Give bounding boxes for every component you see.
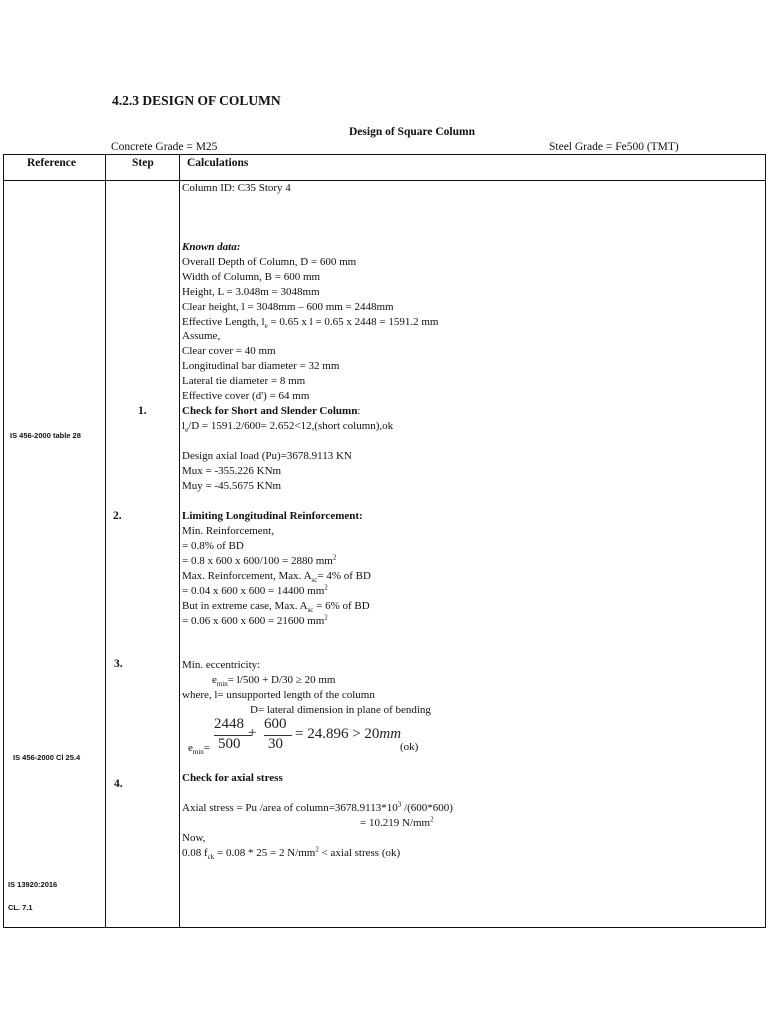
calc-line: = 10.219 $N/mm^2$ xyxy=(360,815,434,829)
calc-line: Effective cover (d') = 64 mm xyxy=(182,390,310,402)
calc-line: where, l= unsupported length of the column xyxy=(182,689,375,701)
calc-line: Overall Depth of Column, D = 600 mm xyxy=(182,256,357,268)
calc-line: = 0.8% of BD xyxy=(182,540,244,552)
step-number: 4. xyxy=(114,778,123,790)
calc-line: = 0.8 x 600 x 600/100 = 2880 $mm^2$ xyxy=(182,553,337,567)
calc-line: Width of Column, B = 600 mm xyxy=(182,271,321,283)
check-slenderness-heading: Check for Short and Slender Column: xyxy=(182,405,361,417)
reference-item: IS 13920:2016 xyxy=(8,880,58,889)
header-calculations: Calculations xyxy=(187,157,249,169)
fraction-l-over-500: 2448 500 xyxy=(214,717,259,757)
step-number: 1. xyxy=(138,405,147,417)
column-divider xyxy=(105,155,106,927)
calc-line: Assume, xyxy=(182,330,221,342)
section-heading: 4.2.3 DESIGN OF COLUMN xyxy=(112,93,281,108)
step-number: 2. xyxy=(113,510,122,522)
calc-line: Now, xyxy=(182,832,206,844)
limiting-reinforcement-heading: Limiting Longitudinal Reinforcement: xyxy=(182,510,363,522)
calc-line: Axial stress = Pu /area of $column=3678.9113*10^3$ /(600*600) xyxy=(182,800,453,814)
calc-line: $e_{min}= l/500 + D/30 \ge 20$ mm xyxy=(212,674,336,689)
calc-line: Max. Reinforcement, Max. $A_{sc}= 4\%$ of BD xyxy=(182,570,371,585)
step-number: 3. xyxy=(114,658,123,670)
calc-line: Clear height, l = 3048mm – 600 mm = 2448mm xyxy=(182,301,394,313)
header-divider xyxy=(4,180,765,181)
reference-item: CL. 7.1 xyxy=(8,903,33,912)
header-step: Step xyxy=(132,157,154,169)
calc-line: But in extreme case, Max. $A_{sc} = 6\%$ of BD xyxy=(182,600,370,615)
calc-line: Longitudinal bar diameter = 32 mm xyxy=(182,360,340,372)
calc-line: Design axial load (Pu)=3678.9113 KN xyxy=(182,450,352,462)
reference-item: IS 456-2000 table 28 xyxy=(10,431,81,440)
header-reference: Reference xyxy=(27,157,76,169)
calc-line: $e_{min}=$ xyxy=(188,742,210,757)
calc-line: Lateral tie diameter = 8 mm xyxy=(182,375,306,387)
concrete-grade: Concrete Grade = M25 xyxy=(111,141,218,153)
steel-grade: Steel Grade = Fe500 (TMT) xyxy=(549,141,679,153)
calc-line: Muy = -45.5675 KNm xyxy=(182,480,282,492)
calc-line: D= lateral dimension in plane of bending xyxy=(250,704,431,716)
column-id: Column ID: C35 Story 4 xyxy=(182,182,291,194)
calc-line: = 0.04 x 600 x 600 = 14400 $mm^2$ xyxy=(182,583,328,597)
ok-label: (ok) xyxy=(400,741,419,753)
calc-line: $l_e/D = 1591.2/600=$ 2.652<12,(short column),ok xyxy=(182,420,394,435)
calc-line: Effective Length, $l_e = 0.65$ x l = 0.65 x 2448 = 1591.2 mm xyxy=(182,316,439,331)
calc-line: Height, L = 3.048m = 3048mm xyxy=(182,286,320,298)
calc-line: Min. eccentricity: xyxy=(182,659,261,671)
calc-line: 0.08 $f_{ck} = 0.08 * 25 = 2$ $N/mm^2$ < axial stress (ok) xyxy=(182,845,401,862)
axial-stress-heading: Check for axial stress xyxy=(182,772,283,784)
known-data-heading: Known data: xyxy=(182,241,241,253)
calc-line: Mux = -355.226 KNm xyxy=(182,465,282,477)
reference-item: IS 456-2000 Cl 25.4 xyxy=(13,753,81,762)
table-title: Design of Square Column xyxy=(349,126,475,138)
column-divider xyxy=(179,155,180,927)
calc-line: = 0.06 x 600 x 600 = 21600 $mm^2$ xyxy=(182,613,328,627)
calc-line: Clear cover = 40 mm xyxy=(182,345,276,357)
calc-line: Min. Reinforcement, xyxy=(182,525,274,537)
fraction-d-over-30: 600 30 xyxy=(264,717,304,757)
